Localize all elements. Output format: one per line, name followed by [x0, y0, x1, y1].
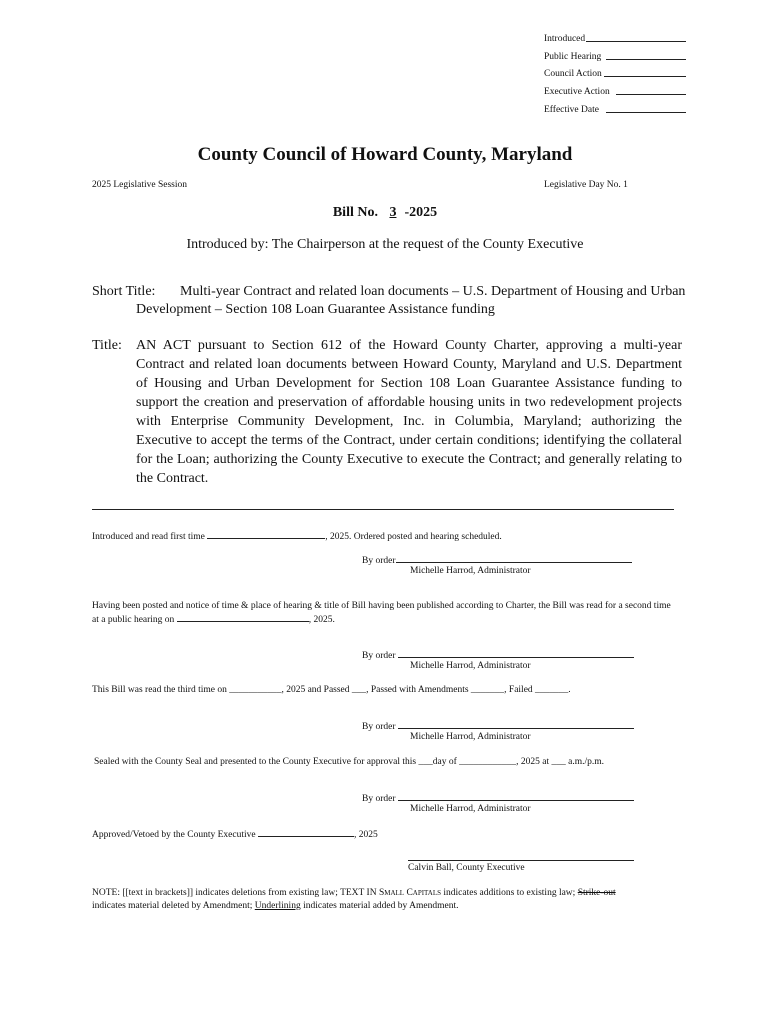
administrator-1: Michelle Harrod, Administrator: [410, 566, 531, 576]
bill-suffix: -2025: [404, 205, 438, 220]
date-blank: [207, 530, 325, 539]
bill-prefix: Bill No.: [332, 205, 378, 220]
status-council-action: [544, 69, 686, 81]
by-order-2: [362, 649, 634, 661]
status-label: Council Action: [544, 69, 602, 79]
by-order-4: [362, 792, 634, 804]
by-order-1: [362, 554, 632, 566]
approved-text: Approved/Vetoed by the County Executive: [92, 830, 256, 840]
document-title: County Council of Howard County, Maryland: [197, 144, 573, 165]
first-reading-text: Introduced and read first time: [92, 532, 205, 542]
status-line: [616, 94, 686, 95]
second-reading-text: Having been posted and notice of time & place of hearing & title of Bill having been published according to Charter, the Bill was read for a second time at a public hearing on: [92, 601, 671, 625]
by-order-label: By order: [362, 651, 396, 661]
sealed-statement: Sealed with the County Seal and presented to the County Executive for approval this ___day of ____________, 2025 at ___ a.m./p.m.: [94, 757, 605, 767]
short-title-text: Multi-year Contract and related loan documents – U.S. Department of Housing and Urban Development – Section 108 Loan Guarantee Assistance funding: [136, 284, 686, 317]
signature-line: [398, 792, 634, 801]
status-executive-action: [544, 87, 686, 99]
status-line: [606, 59, 686, 60]
third-reading: This Bill was read the third time on ___________, 2025 and Passed ___, Passed with Amendments _______, Failed _______.: [92, 685, 571, 695]
status-effective-date: [544, 105, 686, 117]
date-blank: [258, 828, 354, 837]
title-label: Title:: [92, 338, 122, 353]
short-title: [92, 283, 692, 319]
signature-line: [396, 554, 632, 563]
signature-line: [398, 720, 634, 729]
by-order-3: [362, 720, 634, 732]
bill-title: [92, 336, 682, 488]
status-label: Executive Action: [544, 87, 610, 97]
administrator-4: Michelle Harrod, Administrator: [410, 804, 531, 814]
title-text: AN ACT pursuant to Section 612 of the Howard County Charter, approving a multi-year Contract and related loan documents between Howard County, Maryland and U.S. Department of Housing and Urban Development for Section 108 Loan Guarantee Assistance funding to support the creation and preservation of affordable housing units in two redevelopment projects with Enterprise Community Development, Inc. in Columbia, Maryland; authorizing the Executive to accept the terms of the Contract, under certain conditions; identifying the collateral for the Loan; authorizing the County Executive to execute the Contract; and generally relating to the Contract.: [136, 338, 682, 486]
status-introduced: [544, 34, 686, 46]
note-underline: Underlining: [254, 901, 301, 911]
legend-note: [92, 887, 672, 913]
introduced-by: Introduced by: The Chairperson at the request of the County Executive: [186, 237, 584, 252]
note-strike: Strike-out: [577, 888, 616, 898]
by-order-label: By order: [362, 794, 396, 804]
executive-name: Calvin Ball, County Executive: [408, 863, 525, 873]
bill-number-line: [0, 205, 770, 221]
status-label: Effective Date: [544, 105, 599, 115]
signature-line: [398, 649, 634, 658]
executive-signature-line: [408, 860, 634, 861]
note-text-1: NOTE: [[text in brackets]] indicates deletions from existing law; TEXT IN: [92, 888, 379, 898]
legislative-session: 2025 Legislative Session: [92, 180, 187, 190]
status-label: Introduced: [544, 34, 586, 44]
legislative-day: Legislative Day No. 1: [544, 180, 628, 190]
second-reading: [92, 600, 672, 627]
short-title-label: Short Title:: [92, 284, 156, 299]
status-label: Public Hearing: [544, 52, 602, 62]
status-line: [604, 76, 686, 77]
approved-text-b: , 2025: [353, 830, 378, 840]
status-line: [606, 112, 686, 113]
by-order-label: By order: [362, 556, 396, 566]
by-order-label: By order: [362, 722, 396, 732]
date-blank: [177, 613, 309, 622]
first-reading: [92, 530, 682, 544]
note-text-4: indicates material added by Amendment.: [300, 901, 459, 911]
note-small-caps: Small Capitals: [378, 888, 441, 898]
first-reading-text-b: , 2025. Ordered posted and hearing scheduled.: [325, 532, 502, 542]
approved-vetoed: [92, 828, 682, 842]
administrator-3: Michelle Harrod, Administrator: [410, 732, 531, 742]
second-reading-text-b: , 2025.: [308, 615, 335, 625]
administrator-2: Michelle Harrod, Administrator: [410, 661, 531, 671]
note-text-2: indicates additions to existing law;: [441, 888, 578, 898]
status-public-hearing: [544, 52, 686, 64]
separator-rule: [92, 509, 674, 510]
status-line: [586, 41, 686, 42]
bill-number: 3: [389, 205, 397, 220]
note-text-3: indicates material deleted by Amendment;: [92, 901, 255, 911]
